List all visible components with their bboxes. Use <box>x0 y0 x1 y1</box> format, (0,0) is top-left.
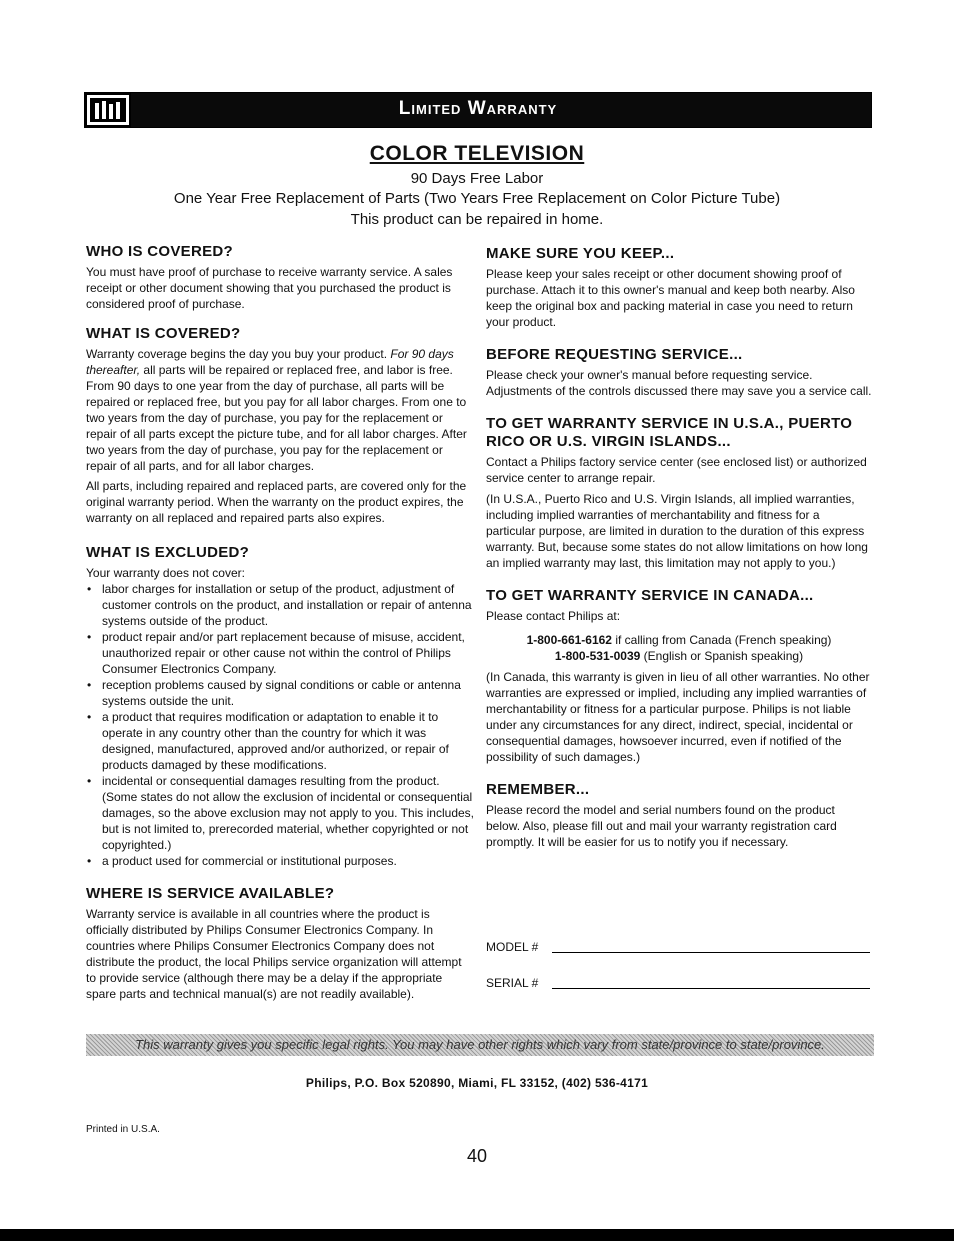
serial-label: SERIAL # <box>486 976 539 990</box>
list-item: • a product used for commercial or institutional purposes. <box>86 853 474 869</box>
warranty-banner <box>84 92 872 128</box>
list-item: • product repair and/or part replacement because of misuse, accident, unauthorized repair or other cause not within the control of Philips Consumer Electronics Company. <box>86 629 474 677</box>
section-heading: TO GET WARRANTY SERVICE IN CANADA... <box>486 587 814 604</box>
text-run: Warranty coverage begins the day you buy your product. <box>86 347 388 361</box>
section-heading: MAKE SURE YOU KEEP... <box>486 245 675 262</box>
section-text: Please contact Philips at: <box>486 609 621 623</box>
remember-section <box>486 781 872 850</box>
section-text: Contact a Philips factory service center (see enclosed list) or authorized service center to arrange repair. <box>486 455 867 485</box>
serial-input-line[interactable] <box>552 988 870 989</box>
phone-note: (English or Spanish speaking) <box>640 649 804 663</box>
legal-rights-text: This warranty gives you specific legal rights. You may have other rights which vary from state/province to state/province. <box>135 1037 825 1052</box>
section-heading: WHAT IS EXCLUDED? <box>86 544 250 561</box>
phone-english <box>486 648 872 664</box>
list-item: • labor charges for installation or setup of the product, adjustment of customer controls on the product, and installation or repair of antenna systems outside of the product. <box>86 581 474 629</box>
section-heading: WHAT IS COVERED? <box>86 325 241 342</box>
company-address: Philips, P.O. Box 520890, Miami, FL 33152, (402) 536-4171 <box>305 1076 649 1090</box>
where-service-section <box>86 885 474 1002</box>
model-input-line[interactable] <box>552 952 870 953</box>
section-text: Please check your owner's manual before requesting service. Adjustments of the controls discussed there may save you a service call. <box>486 368 872 398</box>
section-text: Please record the model and serial numbers found on the product below. Also, please fill out and mail your warranty registration card promptly. It will be easier for us to notify you if necessary. <box>486 803 837 849</box>
phone-note: if calling from Canada (French speaking) <box>611 633 832 647</box>
section-text: All parts, including repaired and replaced parts, are covered only for the original warranty period. When the warranty on the product expires, the warranty on all replaced and repaired parts also expires. <box>86 479 467 525</box>
phone-number: 1-800-661-6162 <box>526 633 612 647</box>
phone-number: 1-800-531-0039 <box>554 649 641 663</box>
list-item: • reception problems caused by signal conditions or cable or antenna systems outside the unit. <box>86 677 474 709</box>
section-text: (In Canada, this warranty is given in lieu of all other warranties. No other warranties are expressed or implied, including any implied warranties of merchantability or fitness for a particular purpose. Philips is not liable under any circumstances for any direct, indirect, special, incidental or consequential damages, howsoever incurred, even if notified of the possibility of such damages.) <box>486 670 870 764</box>
section-text <box>86 346 474 474</box>
page-title: COLOR TELEVISION <box>369 142 585 165</box>
before-service-section <box>486 346 872 399</box>
who-covered-section <box>86 243 474 312</box>
list-item: • a product that requires modification or adaptation to enable it to operate in any country other than the country for which it was designed, manufactured, approved and/or authorized, or repair of products damaged by these modifications. <box>86 709 474 773</box>
section-heading: REMEMBER... <box>486 781 590 798</box>
repair-line: This product can be repaired in home. <box>350 211 604 228</box>
section-text: Warranty service is available in all countries where the product is officially distributed by Philips Consumer Electronics Company. In countries where Philips Consumer Electronics Company does not distribute the product, the local Philips service organization will attempt to provide service (although there may be a delay if the appropriate spare parts and technical manual(s) are not readily available). <box>86 907 462 1001</box>
section-heading: BEFORE REQUESTING SERVICE... <box>486 346 743 363</box>
what-covered-section <box>86 325 474 526</box>
section-heading: TO GET WARRANTY SERVICE IN U.S.A., PUERTO RICO OR U.S. VIRGIN ISLANDS... <box>486 415 853 450</box>
italic-run: For 90 days thereafter, <box>86 347 454 377</box>
banner-title: Limited Warranty <box>398 98 558 119</box>
section-text: You must have proof of purchase to receive warranty service. A sales receipt or other document showing that you purchased the product is considered proof of purchase. <box>86 265 453 311</box>
labor-line: 90 Days Free Labor <box>410 170 544 187</box>
model-field[interactable] <box>486 940 872 956</box>
text-run: all parts will be repaired or replaced free, and labor is free. From 90 days to one year from the day of purchase, all parts will be repaired or replaced free, but you pay for all labor charges. From one to two years from the day of purchase, you pay for the replacement or repair of all parts except the picture tube, and for all labor charges. After two years from the day of purchase, you pay for the replacement or repair of all parts, and for all labor charges. <box>86 363 467 473</box>
printed-in: Printed in U.S.A. <box>86 1124 160 1135</box>
section-heading: WHERE IS SERVICE AVAILABLE? <box>86 885 335 902</box>
section-text: Please keep your sales receipt or other document showing proof of purchase. Attach it to this owner's manual and keep both nearby. Also keep the original box and packing material in case you need to return your product. <box>486 267 855 329</box>
section-text: Your warranty does not cover: <box>86 566 245 580</box>
parts-line: One Year Free Replacement of Parts (Two Years Free Replacement on Color Picture Tube) <box>173 190 781 207</box>
what-excluded-section <box>86 544 474 869</box>
list-item: • incidental or consequential damages resulting from the product. (Some states do not allow the exclusion of incidental or consequential damages, so the above exclusion may not apply to you. This includes, but is not limited to, prerecorded material, whether copyrighted or not copyrighted.) <box>86 773 474 853</box>
legal-rights-strip <box>86 1034 874 1056</box>
phone-french <box>486 632 872 648</box>
section-text: (In U.S.A., Puerto Rico and U.S. Virgin Islands, all implied warranties, including implied warranties of merchantability and fitness for a particular purpose, are limited in duration to the duration of this express warranty. But, because some states do not allow limitations on how long an implied warranty may last, this limitation may not apply to you.) <box>486 492 868 570</box>
section-heading: WHO IS COVERED? <box>86 243 234 260</box>
serial-field[interactable] <box>486 976 872 992</box>
left-column <box>86 243 474 1015</box>
right-column <box>486 245 872 863</box>
page-number: 40 <box>466 1146 488 1166</box>
exclusion-list <box>86 581 474 869</box>
keep-section <box>486 245 872 330</box>
bottom-bar <box>0 1229 954 1241</box>
model-label: MODEL # <box>486 940 539 954</box>
canada-service-section <box>486 587 872 765</box>
usa-service-section <box>486 415 872 571</box>
